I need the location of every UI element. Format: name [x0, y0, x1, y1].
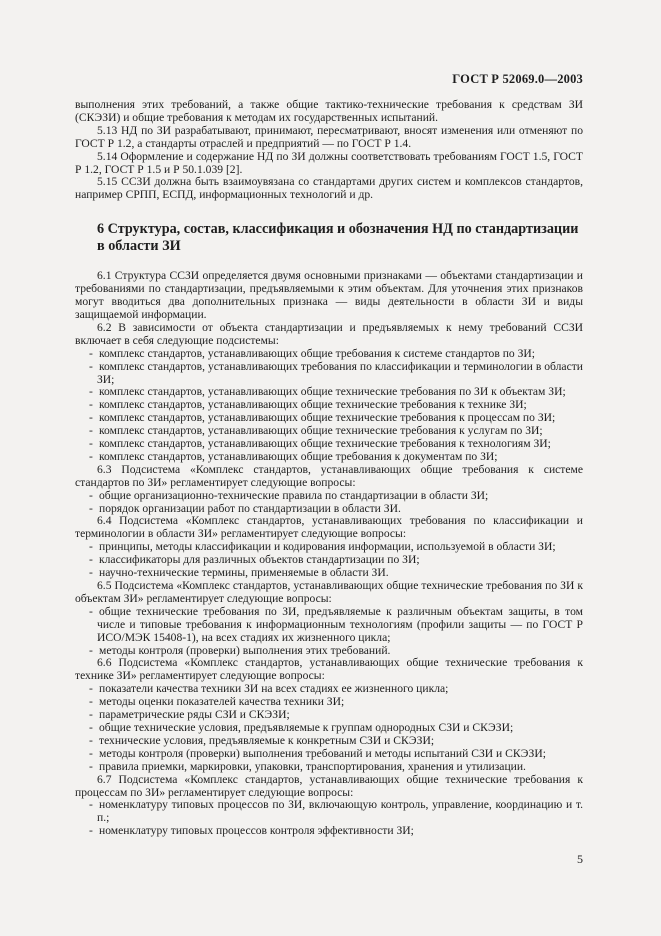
- list-item-text: методы оценки показателей качества техники ЗИ;: [99, 695, 345, 709]
- list-item-text: общие технические условия, предъявляемые к группам однородных СЗИ и СКЭЗИ;: [99, 720, 514, 734]
- dash-marker: -: [89, 424, 93, 438]
- list-item-text: общие технические требования по ЗИ, предъявляемые к различным объектам защиты, в том числе и типовые требования к информационным технологиям (профили защиты — по ГОСТ Р ИСО/МЭК 15408-1), на всех стадиях их жизненного цикла;: [97, 604, 583, 644]
- page-number: 5: [577, 852, 583, 866]
- paragraph-6-7: 6.7 Подсистема «Комплекс стандартов, устанавливающих общие технические требования к процессам по ЗИ» регламентирует следующие вопросы:: [75, 772, 583, 799]
- list-item-text: методы контроля (проверки) выполнения требований и методы испытаний СЗИ и СКЭЗИ;: [99, 746, 546, 760]
- dash-marker: -: [89, 643, 93, 657]
- list-item-text: комплекс стандартов, устанавливающих общие технические требования к услугам по ЗИ;: [99, 424, 543, 438]
- list-item-text: общие организационно-технические правила по стандартизации в области ЗИ;: [99, 488, 489, 502]
- list-item-text: технические условия, предъявляемые к конкретным СЗИ и СКЭЗИ;: [99, 733, 435, 747]
- dash-marker: -: [89, 501, 93, 515]
- list-item: [75, 361, 583, 387]
- paragraph-5-14: 5.14 Оформление и содержание НД по ЗИ должны соответствовать требованиям ГОСТ 1.5, ГОСТ Р 1.2, ГОСТ Р 1.5 и Р 50.1.039 [2].: [75, 149, 583, 176]
- list-item: [75, 451, 583, 464]
- paragraph-6-1: 6.1 Структура ССЗИ определяется двумя основными признаками — объектами стандартизации и требованиями по стандартизации, предъявляемыми к этим объектам. Для уточнения этих признаков могут вводиться два дополнительных признака — виды деятельности в области ЗИ и виды защищаемой информации.: [75, 269, 583, 321]
- list-item-text: комплекс стандартов, устанавливающих общие технические требования по ЗИ к объектам ЗИ;: [99, 385, 566, 399]
- dash-marker: -: [89, 824, 93, 838]
- dash-marker: -: [89, 553, 93, 567]
- list-item-text: комплекс стандартов, устанавливающих общие требования к системе стандартов по ЗИ;: [99, 346, 535, 360]
- dash-marker: -: [89, 449, 93, 463]
- dash-marker: -: [89, 746, 93, 760]
- list-item-text: номенклатуру типовых процессов контроля эффективности ЗИ;: [99, 824, 414, 838]
- list-item-text: классификаторы для различных объектов стандартизации по ЗИ;: [99, 553, 420, 567]
- list-item-text: показатели качества техники ЗИ на всех стадиях ее жизненного цикла;: [99, 682, 449, 696]
- list-item-text: комплекс стандартов, устанавливающих общие требования к документам по ЗИ;: [99, 449, 498, 463]
- paragraph-5-12-tail: выполнения этих требований, а также общие тактико-технические требования к средствам ЗИ (СКЭЗИ) и общие требования к методам их государственных испытаний.: [75, 98, 583, 124]
- paragraph-6-3: 6.3 Подсистема «Комплекс стандартов, устанавливающих общие требования к системе стандартов по ЗИ» регламентирует следующие вопросы:: [75, 462, 583, 489]
- list-item-text: комплекс стандартов, устанавливающих требования по классификации и терминологии в области ЗИ;: [97, 359, 583, 386]
- list-item-text: параметрические ряды СЗИ и СКЭЗИ;: [99, 708, 290, 722]
- list-item: [75, 761, 583, 774]
- dash-marker: -: [89, 695, 93, 709]
- dash-marker: -: [89, 720, 93, 734]
- dash-marker: -: [89, 346, 93, 360]
- dash-marker: -: [89, 385, 93, 399]
- dash-marker: -: [89, 540, 93, 554]
- dash-marker: -: [89, 682, 93, 696]
- dash-marker: -: [89, 411, 93, 425]
- list-item-text: правила приемки, маркировки, упаковки, транспортирования, хранения и утилизации.: [99, 759, 526, 773]
- list-item-text: научно-технические термины, применяемые в области ЗИ.: [99, 566, 389, 580]
- list-item-text: принципы, методы классификации и кодирования информации, используемой в области ЗИ;: [99, 540, 556, 554]
- list-item-text: комплекс стандартов, устанавливающих общие технические требования к процессам по ЗИ;: [99, 411, 556, 425]
- dash-marker: -: [89, 359, 93, 373]
- document-body: [75, 99, 583, 838]
- list-item: [75, 825, 583, 838]
- list-6-6: [75, 683, 583, 773]
- list-item-text: методы контроля (проверки) выполнения этих требований.: [99, 643, 391, 657]
- list-item-text: комплекс стандартов, устанавливающих общие технические требования к технологиям ЗИ;: [99, 437, 551, 451]
- dash-marker: -: [89, 604, 93, 618]
- document-code: ГОСТ Р 52069.0—2003: [452, 72, 583, 86]
- list-6-2: [75, 348, 583, 464]
- list-6-3: [75, 490, 583, 516]
- dash-marker: -: [89, 759, 93, 773]
- list-item-text: комплекс стандартов, устанавливающих общие технические требования к технике ЗИ;: [99, 398, 527, 412]
- dash-marker: -: [89, 488, 93, 502]
- paragraph-5-15: 5.15 ССЗИ должна быть взаимоувязана со стандартами других систем и комплексов стандартов, например СРПП, ЕСПД, информационных технологий и др.: [75, 175, 583, 202]
- list-item: [75, 606, 583, 645]
- dash-marker: -: [89, 798, 93, 812]
- paragraph-6-6: 6.6 Подсистема «Комплекс стандартов, устанавливающих общие технические требования к технике ЗИ» регламентирует следующие вопросы:: [75, 656, 583, 683]
- list-item-text: номенклатуру типовых процессов по ЗИ, включающую контроль, управление, координацию и т. п.;: [97, 798, 583, 825]
- dash-marker: -: [89, 733, 93, 747]
- paragraph-5-13: 5.13 НД по ЗИ разрабатывают, принимают, пересматривают, вносят изменения или отменяют по ГОСТ Р 1.2, а стандарты отраслей и предприятий — по ГОСТ Р 1.4.: [75, 123, 583, 150]
- dash-marker: -: [89, 708, 93, 722]
- dash-marker: -: [89, 437, 93, 451]
- list-6-4: [75, 541, 583, 580]
- paragraph-6-2: 6.2 В зависимости от объекта стандартизации и предъявляемых к нему требований ССЗИ включает в себя следующие подсистемы:: [75, 320, 583, 347]
- dash-marker: -: [89, 566, 93, 580]
- dash-marker: -: [89, 398, 93, 412]
- list-item-text: порядок организации работ по стандартизации в области ЗИ.: [99, 501, 401, 515]
- section-6-heading: 6 Структура, состав, классификация и обозначения НД по стандартизации в области ЗИ: [97, 221, 579, 254]
- list-6-5: [75, 606, 583, 658]
- list-6-7: [75, 799, 583, 838]
- list-item: [75, 799, 583, 825]
- paragraph-6-5: 6.5 Подсистема «Комплекс стандартов, устанавливающих общие технические требования по ЗИ к объектам ЗИ» регламентирует следующие вопросы:: [75, 579, 583, 605]
- paragraph-6-4: 6.4 Подсистема «Комплекс стандартов, устанавливающих требования по классификации и терминологии в области ЗИ» регламентирует следующие вопросы:: [75, 514, 583, 541]
